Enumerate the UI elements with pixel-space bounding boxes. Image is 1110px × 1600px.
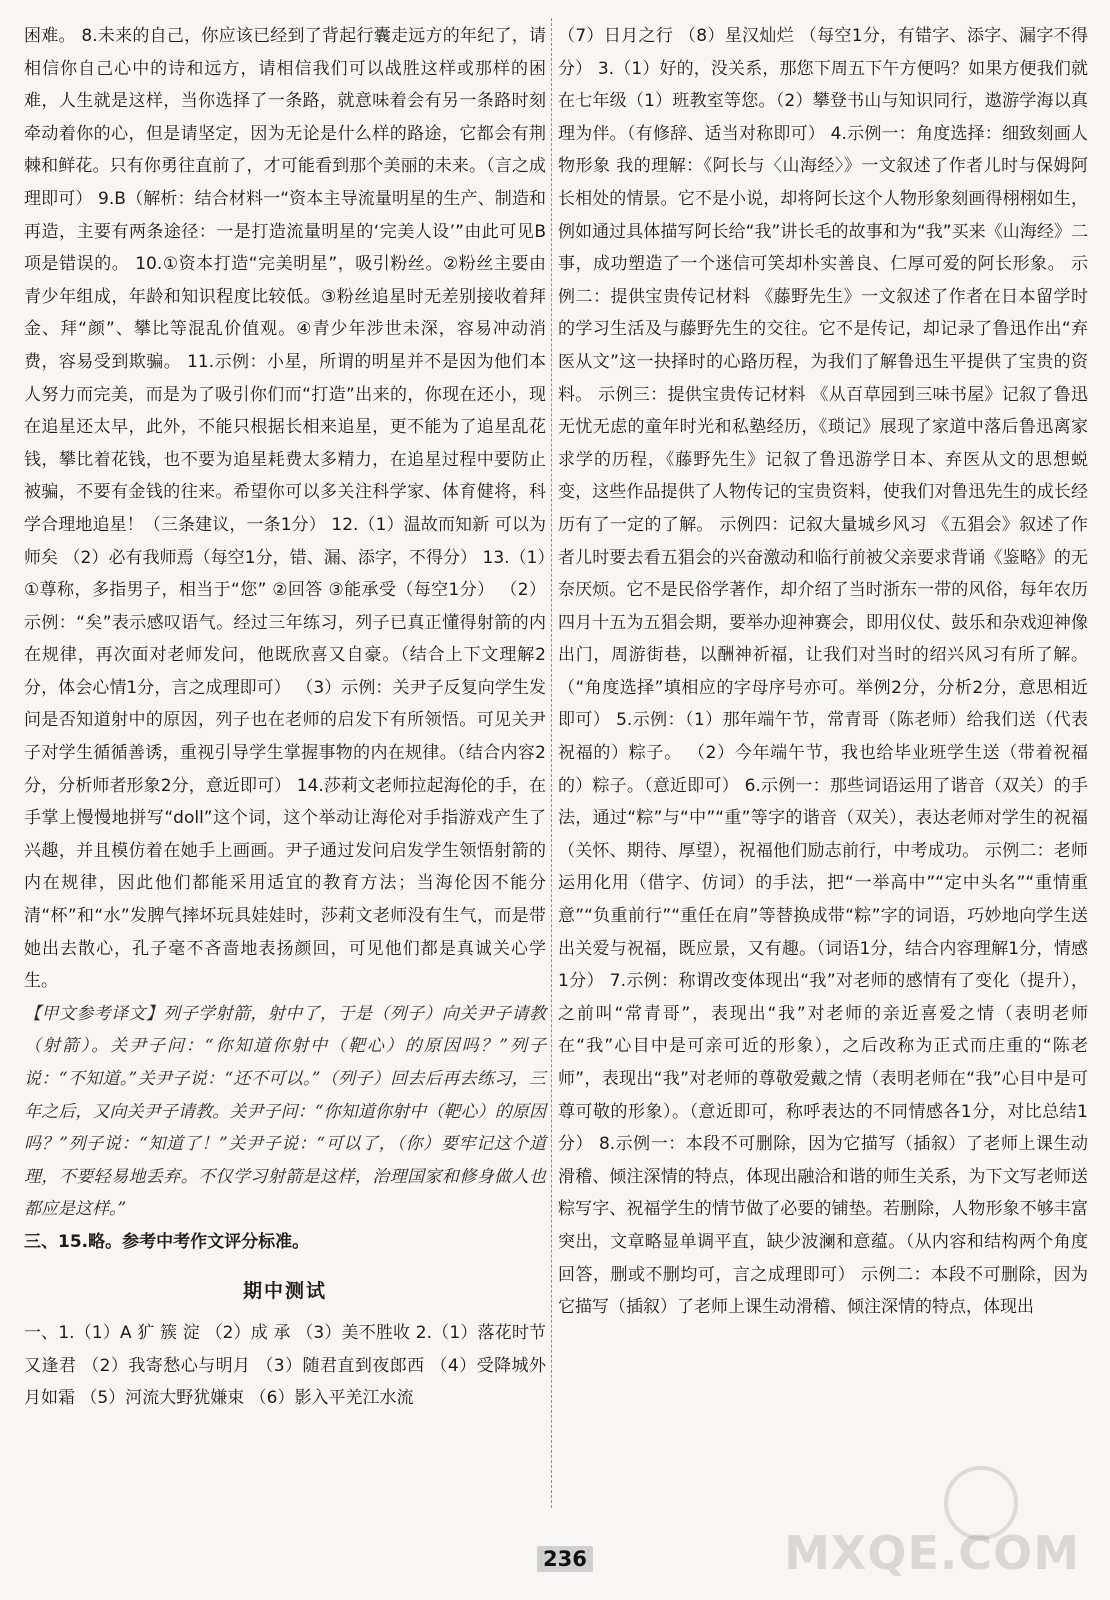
midterm-answers: 一、1.（1）A 犷 簇 淀 （2）成 承 （3）美不胜收 2.（1）落花时节又逢君 （2）我寄愁心与明月 （3）随君直到夜郎西 （4）受降城外月如霜 （5）河流大野犹嫌束 （6）影入平羌江水流 [24, 1323, 546, 1409]
section-three: 三、15.略。参考中考作文评分标准。 [24, 1231, 310, 1252]
midterm-title: 期中测试 [242, 1279, 327, 1302]
left-column [24, 20, 546, 1415]
column-divider [551, 18, 552, 1508]
right-answer-text: （7）日月之行 （8）星汉灿烂 （每空1分，有错字、添字、漏字不得分） 3.（1）好的，没关系，那您下周五下午方便吗？如果方便我们就在七年级（1）班教室等您。（2）攀登书山与知识同行，遨游学海以真理为伴。（有修辞、适当对称即可） 4.示例一：角度选择：细致刻画人物形象 我的理解：《阿长与〈山海经〉》一文叙述了作者儿时与保姆阿长相处的情景。它不是小说，却将阿长这个人物形象刻画得栩栩如生，例如通过具体描写阿长给“我”讲长毛的故事和为“我”买来《山海经》二事，成功塑造了一个迷信可笑却朴实善良、仁厚可爱的阿长形象。 示例二：提供宝贵传记材料 《藤野先生》一文叙述了作者在日本留学时的学习生活及与藤野先生的交往。它不是传记，却记录了鲁迅作出“弃医从文”这一抉择时的心路历程，为我们了解鲁迅生平提供了宝贵的资料。 示例三：提供宝贵传记材料 《从百草园到三味书屋》记叙了鲁迅无忧无虑的童年时光和私塾经历，《琐记》展现了家道中落后鲁迅离家求学的历程，《藤野先生》记叙了鲁迅游学日本、弃医从文的思想蜕变，这些作品提供了人物传记的宝贵资料，使我们对鲁迅先生的成长经历有了一定的了解。 示例四：记叙大量城乡风习 《五猖会》叙述了作者儿时要去看五猖会的兴奋激动和临行前被父亲要求背诵《鉴略》的无奈厌烦。它不是民俗学著作，却介绍了当时浙东一带的风俗，每年农历四月十五为五猖会期，要举办迎神赛会，即用仪仗、鼓乐和杂戏迎神像出门，周游街巷，以酬神祈福，让我们对当时的绍兴风习有所了解。（“角度选择”填相应的字母序号亦可。举例2分，分析2分，意思相近即可） 5.示例：（1）那年端午节，常青哥（陈老师）给我们送（代表祝福的）粽子。 （2）今年端午节，我也给毕业班学生送（带着祝福的）粽子。（意近即可） 6.示例一：那些词语运用了谐音（双关）的手法，通过“粽”与“中”“重”等字的谐音（双关），表达老师对学生的祝福（关怀、期待、厚望），祝福他们励志前行，中考成功。 示例二：老师运用化用（借字、仿词）的手法，把“一举高中”“定中头名”“重情重意”“负重前行”“重任在肩”等替换成带“粽”字的词语，巧妙地向学生送出关爱与祝福，既应景，又有趣。（词语1分，结合内容理解1分，情感1分） 7.示例：称谓改变体现出“我”对老师的感情有了变化（提升），之前叫“常青哥”，表现出“我”对老师的亲近喜爱之情（表明老师在“我”心目中是可亲可近的形象），之后改称为正式而庄重的“陈老师”，表现出“我”对老师的尊敬爱戴之情（表明老师在“我”心目中是可尊可敬的形象）。（意近即可，称呼表达的不同情感各1分，对比总结1分） 8.示例一：本段不可删除，因为它描写（插叙）了老师上课生动滑稽、倾注深情的特点，体现出融洽和谐的师生关系，为下文写老师送粽写字、祝福学生的情节做了必要的铺垫。若删除，人物形象不够丰富突出，文章略显单调平直，缺少波澜和意蕴。（从内容和结构两个角度回答，删或不删均可，言之成理即可） 示例二：本段不可删除，因为它描写（插叙）了老师上课生动滑稽、倾注深情的特点，体现出 [558, 26, 1088, 1318]
right-column [558, 20, 1088, 1324]
page-number: 236 [537, 1546, 593, 1572]
watermark: MXQE.COM [784, 1526, 1080, 1580]
classical-translation: 【甲文参考译文】列子学射箭，射中了，于是（列子）向关尹子请教（射箭）。关尹子问：“你知道你射中（靶心）的原因吗？”列子说：“不知道。”关尹子说：“还不可以。”（列子）回去后再去练习，三年之后，又向关尹子请教。关尹子问：“你知道你射中（靶心）的原因吗？”列子说：“知道了！”关尹子说：“可以了，（你）要牢记这个道理，不要轻易地丢弃。不仅学习射箭是这样，治理国家和修身做人也都应是这样。” [24, 1003, 546, 1220]
left-answer-text: 困难。 8.未来的自己，你应该已经到了背起行囊走远方的年纪了，请相信你自己心中的诗和远方，请相信我们可以战胜这样或那样的困难，人生就是这样，当你选择了一条路，就意味着会有另一条路时刻牵动着你的心，但是请坚定，因为无论是什么样的路途，它都会有荆棘和鲜花。只有你勇往直前了，才可能看到那个美丽的未来。（言之成理即可） 9.B（解析：结合材料一“资本主导流量明星的生产、制造和再造，主要有两条途径：一是打造流量明星的‘完美人设’”由此可见B项是错误的。 10.①资本打造“完美明星”，吸引粉丝。②粉丝主要由青少年组成，年龄和知识程度比较低。③粉丝追星时无差别接收着拜金、拜“颜”、攀比等混乱价值观。④青少年涉世未深，容易冲动消费，容易受到欺骗。 11.示例：小星，所谓的明星并不是因为他们本人努力而完美，而是为了吸引你们而“打造”出来的，你现在还小，现在追星还太早，此外，不能只根据长相来追星，更不能为了追星乱花钱，攀比着花钱，也不要为追星耗费太多精力，在追星过程中要防止被骗，不要有金钱的往来。希望你可以多关注科学家、体育健将，科学合理地追星！（三条建议，一条1分） 12.（1）温故而知新 可以为师矣 （2）必有我师焉（每空1分，错、漏、添字，不得分） 13.（1）①尊称，多指男子，相当于“您” ②回答 ③能承受（每空1分） （2）示例：“矣”表示感叹语气。经过三年练习，列子已真正懂得射箭的内在规律，再次面对老师发问，他既欣喜又自豪。（结合上下文理解2分，体会心情1分，言之成理即可） （3）示例：关尹子反复向学生发问是否知道射中的原因，列子也在老师的启发下有所领悟。可见关尹子对学生循循善诱，重视引导学生掌握事物的内在规律。（结合内容2分，分析师者形象2分，意近即可） 14.莎莉文老师拉起海伦的手，在手掌上慢慢地拼写“doll”这个词，这个举动让海伦对手指游戏产生了兴趣，并且模仿着在她手上画画。尹子通过发问启发学生领悟射箭的内在规律，因此他们都能采用适宜的教育方法；当海伦因不能分清“杯”和“水”发脾气摔坏玩具娃娃时，莎莉文老师没有生气，而是带她出去散心，孔子毫不吝啬地表扬颜回，可见他们都是真诚关心学生。 [24, 26, 546, 992]
